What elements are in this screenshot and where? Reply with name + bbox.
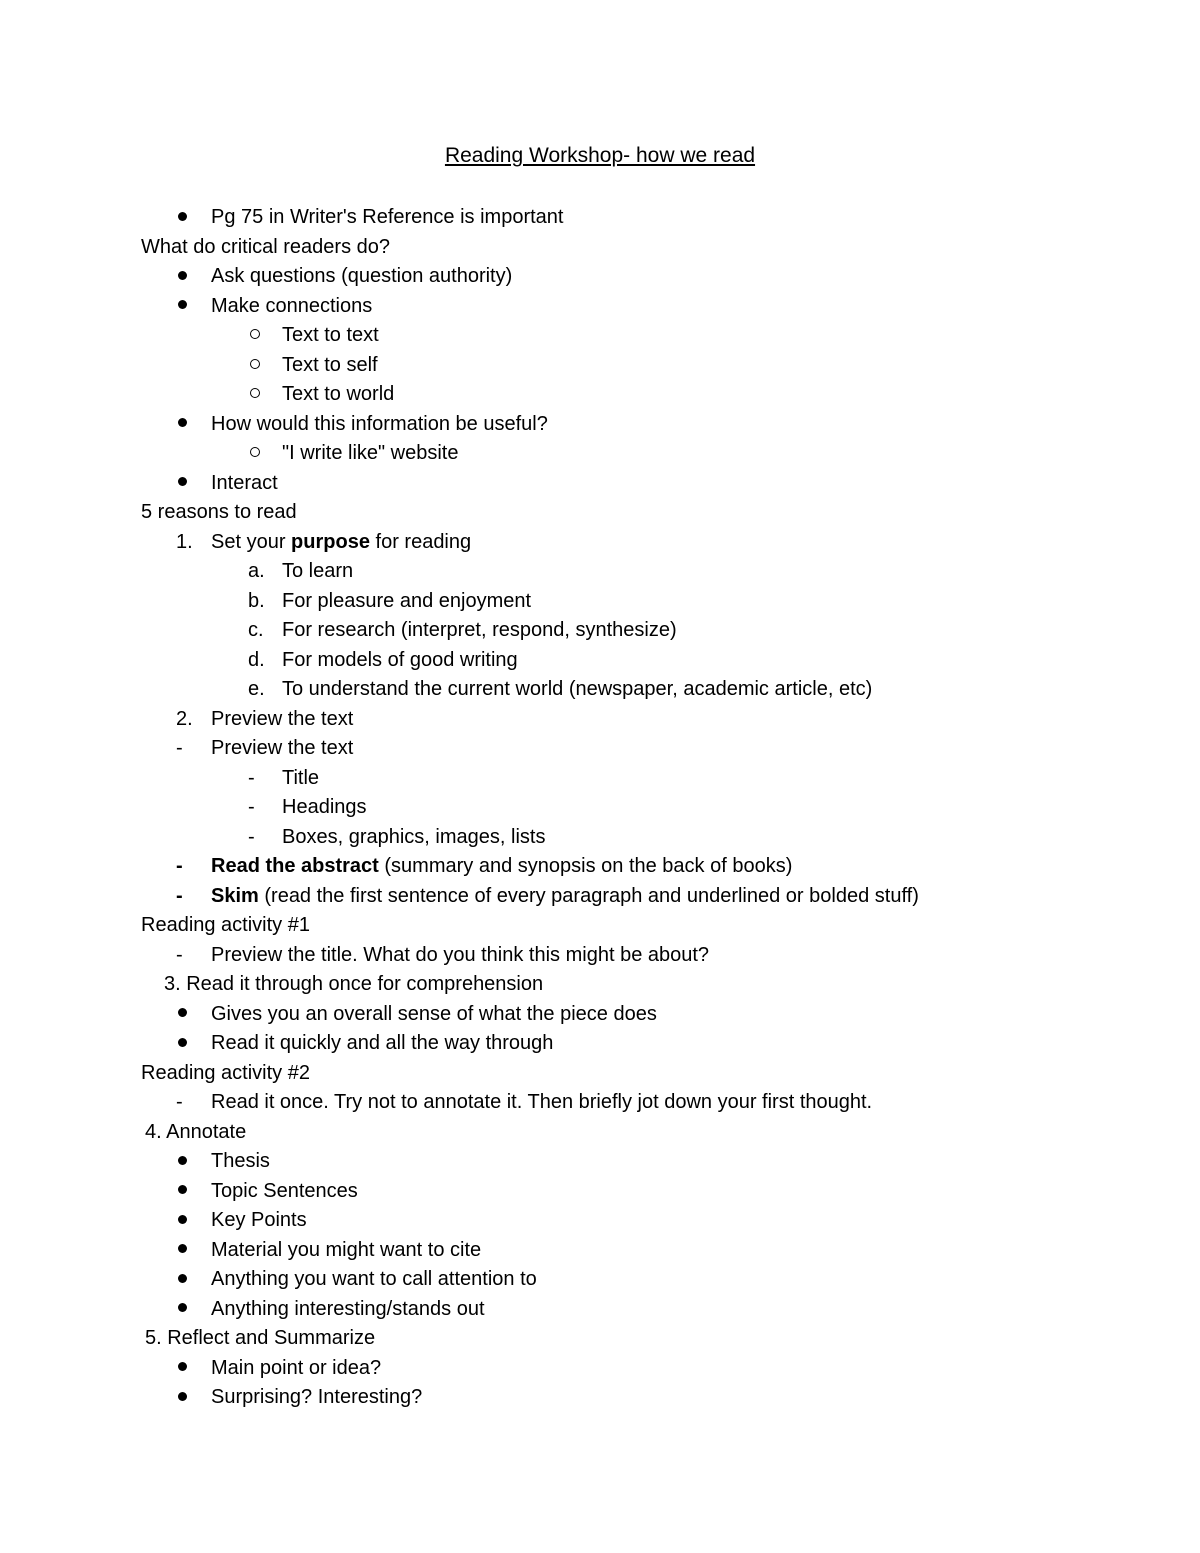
list-item: - Headings xyxy=(0,793,1200,823)
list-item: Make connections xyxy=(0,292,1200,322)
list-item: - Skim (read the first sentence of every paragraph and underlined or bolded stuff) xyxy=(0,882,1200,912)
list-letter: c. xyxy=(248,619,264,641)
list-item: Text to world xyxy=(0,380,1200,410)
list-item: c. For research (interpret, respond, synthesize) xyxy=(0,616,1200,646)
list-item: Text to self xyxy=(0,351,1200,381)
paragraph: 5. Reflect and Summarize xyxy=(145,1327,376,1349)
bullet-icon xyxy=(176,1265,202,1295)
hollow-bullet-icon xyxy=(248,351,274,381)
list-item: - Read it once. Try not to annotate it. Then briefly jot down your first thought. xyxy=(0,1088,1200,1118)
list-letter: e. xyxy=(248,678,265,700)
paragraph: 5 reasons to read xyxy=(141,501,297,523)
list-number: 2. xyxy=(176,707,193,730)
bold-text: Read the abstract xyxy=(211,855,379,877)
list-item: "I write like" website xyxy=(0,439,1200,469)
dash-icon: - xyxy=(176,943,183,966)
list-item: b. For pleasure and enjoyment xyxy=(0,587,1200,617)
list-number: 1. xyxy=(176,530,193,553)
bullet-icon xyxy=(176,1147,202,1177)
list-item: Read it quickly and all the way through xyxy=(0,1029,1200,1059)
bold-text: Skim xyxy=(211,884,259,907)
list-item: Key Points xyxy=(0,1206,1200,1236)
bullet-icon xyxy=(176,203,202,233)
dash-icon: - xyxy=(248,766,255,789)
bullet-icon xyxy=(176,1177,202,1207)
bullet-icon xyxy=(176,292,202,322)
dash-icon: - xyxy=(176,884,183,907)
bullet-icon xyxy=(176,1236,202,1266)
bold-text: purpose xyxy=(291,530,370,553)
bullet-icon xyxy=(176,1029,202,1059)
list-item: Gives you an overall sense of what the piece does xyxy=(0,1000,1200,1030)
list-item: a. To learn xyxy=(0,557,1200,587)
bullet-icon xyxy=(176,1295,202,1325)
list-item: - Preview the text xyxy=(0,734,1200,764)
list-item: - Title xyxy=(0,764,1200,794)
list-item: d. For models of good writing xyxy=(0,646,1200,676)
bullet-icon xyxy=(176,1354,202,1384)
list-item: Ask questions (question authority) xyxy=(0,262,1200,292)
list-item: 2. Preview the text xyxy=(0,705,1200,735)
hollow-bullet-icon xyxy=(248,380,274,410)
document-body xyxy=(0,203,1200,1413)
list-item: Anything interesting/stands out xyxy=(0,1295,1200,1325)
list-item: Surprising? Interesting? xyxy=(0,1383,1200,1413)
list-item: e. To understand the current world (newspaper, academic article, etc) xyxy=(0,675,1200,705)
bullet-icon xyxy=(176,469,202,499)
hollow-bullet-icon xyxy=(248,321,274,351)
list-item: - Boxes, graphics, images, lists xyxy=(0,823,1200,853)
list-item: Main point or idea? xyxy=(0,1354,1200,1384)
paragraph: Reading activity #2 xyxy=(141,1061,310,1084)
list-item: Thesis xyxy=(0,1147,1200,1177)
dash-icon: - xyxy=(248,796,255,818)
list-item: Topic Sentences xyxy=(0,1177,1200,1207)
list-item: Interact xyxy=(0,469,1200,499)
list-item: How would this information be useful? xyxy=(0,410,1200,440)
bullet-icon xyxy=(176,262,202,292)
list-item: - Preview the title. What do you think this might be about? xyxy=(0,941,1200,971)
list-item: - Read the abstract (summary and synopsis on the back of books) xyxy=(0,852,1200,882)
list-item: Anything you want to call attention to xyxy=(0,1265,1200,1295)
paragraph: Reading activity #1 xyxy=(141,914,310,936)
list-letter: b. xyxy=(248,589,265,612)
list-letter: d. xyxy=(248,648,265,671)
bullet-icon xyxy=(176,1383,202,1413)
list-item: Material you might want to cite xyxy=(0,1236,1200,1266)
dash-icon: - xyxy=(176,855,183,877)
list-item: 1. Set your purpose for reading xyxy=(0,528,1200,558)
paragraph: What do critical readers do? xyxy=(141,235,391,258)
dash-icon: - xyxy=(176,1091,183,1113)
page-title: Reading Workshop- how we read xyxy=(444,144,756,167)
bullet-icon xyxy=(176,1206,202,1236)
paragraph: 4. Annotate xyxy=(145,1120,247,1143)
bullet-icon xyxy=(176,410,202,440)
paragraph: 3. Read it through once for comprehension xyxy=(164,973,544,995)
dash-icon: - xyxy=(248,825,255,848)
hollow-bullet-icon xyxy=(248,439,274,469)
bullet-icon xyxy=(176,1000,202,1030)
list-letter: a. xyxy=(248,560,265,582)
dash-icon: - xyxy=(176,737,183,759)
list-item: Pg 75 in Writer's Reference is important xyxy=(0,203,1200,233)
list-item: Text to text xyxy=(0,321,1200,351)
